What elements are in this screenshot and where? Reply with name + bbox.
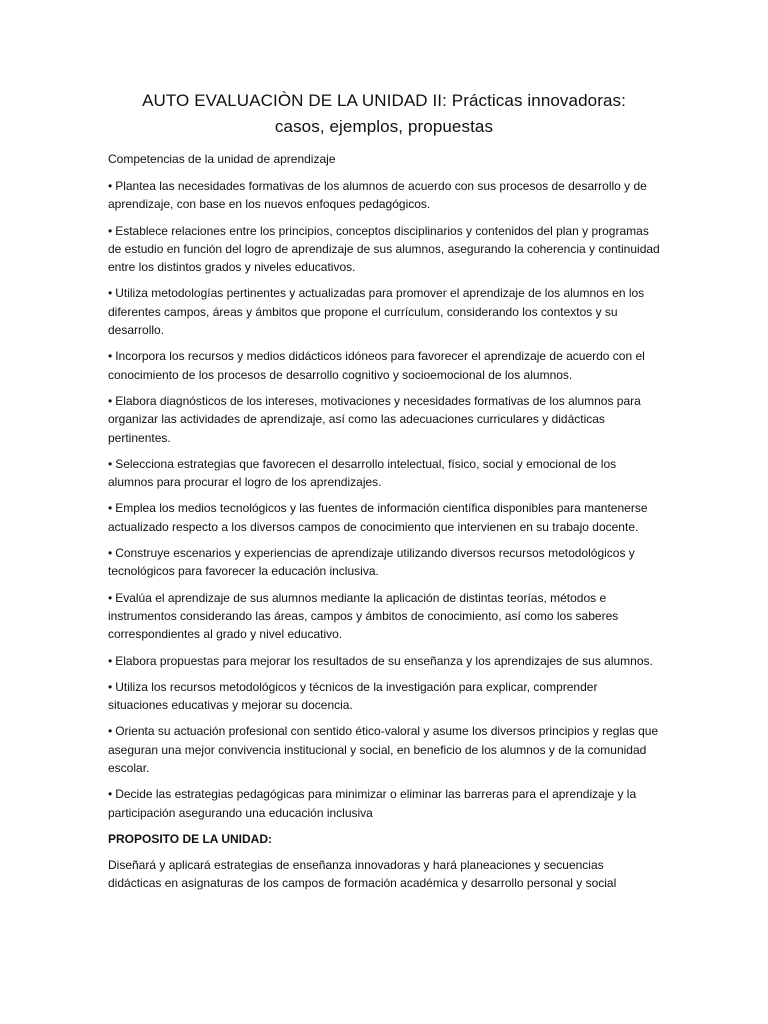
bullet-icon: • [108, 787, 113, 802]
bullet-icon: • [108, 724, 113, 739]
bullet-icon: • [108, 349, 113, 364]
list-item: • Construye escenarios y experiencias de aprendizaje utilizando diversos recursos metodológicos y tecnológicos para favorecer la educación inclusiva. [108, 546, 635, 579]
list-item: • Evalúa el aprendizaje de sus alumnos mediante la aplicación de distintas teorías, métodos e instrumentos considerando las áreas, campos y ámbitos de conocimiento, así como los saberes correspondientes al grado y nivel educativo. [108, 590, 619, 642]
list-item: • Utiliza metodologías pertinentes y actualizadas para promover el aprendizaje de los alumnos en los diferentes campos, áreas y ámbitos que propone el currículum, considerando los contextos y su desarrollo. [108, 286, 645, 338]
bullet-icon: • [108, 179, 113, 193]
title-line-1: AUTO EVALUACIÒN DE LA UNIDAD II: Prácticas innovadoras: [142, 91, 626, 110]
bullet-icon: • [108, 286, 113, 301]
bullet-icon: • [108, 546, 113, 561]
bullet-icon: • [108, 590, 113, 605]
list-item: • Orienta su actuación profesional con sentido ético-valoral y asume los diversos principios y reglas que aseguran una mejor convivencia institucional y social, en beneficio de los alumnos y de la comunidad escolar. [108, 724, 659, 776]
competencias-label: Competencias de la unidad de aprendizaje [108, 152, 336, 166]
bullet-icon: • [108, 456, 113, 471]
document-page [108, 88, 660, 893]
bullet-icon: • [108, 679, 113, 694]
list-item: • Decide las estrategias pedagógicas para minimizar o eliminar las barreras para el aprendizaje y la participación asegurando una educación inclusiva [108, 787, 637, 820]
list-item: • Incorpora los recursos y medios didácticos idóneos para favorecer el aprendizaje de acuerdo con el conocimiento de los procesos de desarrollo cognitivo y socioemocional de los alumnos. [108, 349, 645, 382]
competencias-list [108, 177, 660, 822]
list-item: • Selecciona estrategias que favorecen el desarrollo intelectual, físico, social y emocional de los alumnos para procurar el logro de los aprendizajes. [108, 456, 617, 490]
title-line-2: casos, ejemplos, propuestas [274, 117, 494, 136]
bullet-icon: • [108, 393, 113, 408]
document-title [108, 88, 660, 140]
proposito-text: Diseñará y aplicará estrategias de enseñanza innovadoras y hará planeaciones y secuencias didácticas en asignaturas de los campos de formación académica y desarrollo personal y social [108, 857, 617, 891]
bullet-icon: • [108, 223, 113, 238]
list-item: • Utiliza los recursos metodológicos y técnicos de la investigación para explicar, comprender situaciones educativas y mejorar su docencia. [108, 679, 598, 713]
list-item: • Plantea las necesidades formativas de los alumnos de acuerdo con sus procesos de desarrollo y de aprendizaje, con base en los nuevos enfoques pedagógicos. [108, 179, 647, 212]
list-item: • Emplea los medios tecnológicos y las fuentes de información científica disponibles para mantenerse actualizado respecto a los diversos campos de conocimiento que intervienen en su trabajo docente. [108, 501, 648, 534]
list-item: • Elabora diagnósticos de los intereses, motivaciones y necesidades formativas de los alumnos para organizar las actividades de aprendizaje, así como las adecuaciones curriculares y didácticas pertinentes. [108, 393, 641, 445]
proposito-label: PROPOSITO DE LA UNIDAD: [108, 831, 273, 846]
list-item: • Establece relaciones entre los principios, conceptos disciplinarios y contenidos del plan y programas de estudio en función del logro de aprendizaje de sus alumnos, asegurando la coherencia y continuidad entre los distintos grados y niveles educativos. [108, 223, 660, 275]
bullet-icon: • [108, 501, 113, 516]
bullet-icon: • [108, 653, 113, 668]
list-item: • Elabora propuestas para mejorar los resultados de su enseñanza y los aprendizajes de sus alumnos. [108, 653, 653, 668]
